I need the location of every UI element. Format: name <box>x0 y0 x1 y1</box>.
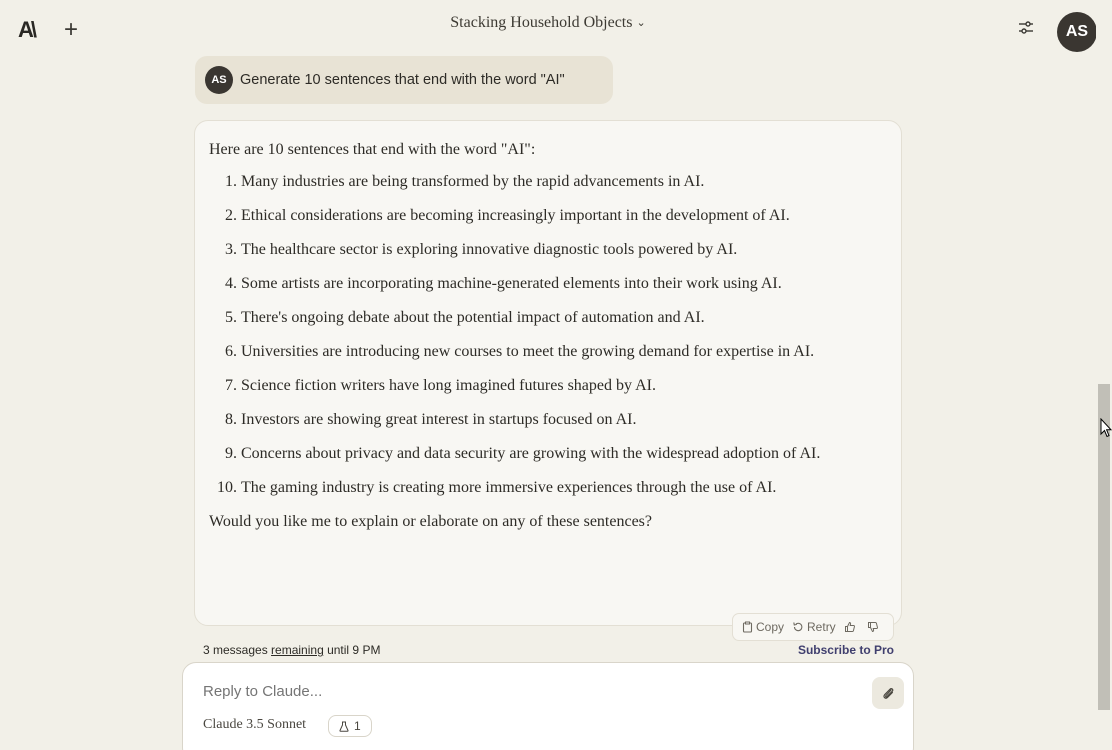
mouse-cursor-icon <box>1100 418 1112 438</box>
list-item: 5. There's ongoing debate about the potential impact of automation and AI. <box>225 309 705 326</box>
user-message <box>195 56 613 104</box>
list-item: 6. Universities are introducing new courses to meet the growing demand for expertise in AI. <box>225 343 815 360</box>
sentence-list <box>209 169 859 501</box>
user-avatar[interactable]: AS <box>1057 12 1097 52</box>
clipboard-icon <box>742 621 753 633</box>
conversation-title[interactable] <box>0 14 1096 32</box>
flask-icon <box>339 721 349 732</box>
list-item: 3. The healthcare sector is exploring innovative diagnostic tools powered by AI. <box>225 241 738 258</box>
new-chat-button[interactable]: + <box>64 16 79 43</box>
thumbs-down-button[interactable] <box>867 621 882 633</box>
assistant-outro: Would you like me to explain or elaborate on any of these sentences? <box>209 513 653 530</box>
thumbs-up-icon <box>844 621 856 633</box>
anthropic-logo[interactable]: A\ <box>18 17 34 42</box>
paperclip-icon <box>880 685 896 701</box>
attach-button[interactable] <box>872 677 904 709</box>
assistant-message <box>194 120 902 626</box>
retry-button[interactable]: Retry <box>792 620 836 634</box>
reply-input[interactable] <box>203 683 843 700</box>
list-item: 2. Ethical considerations are becoming increasingly important in the development of AI. <box>225 207 790 224</box>
chevron-down-icon: ⌄ <box>636 17 646 29</box>
subscribe-to-pro-link[interactable]: Subscribe to Pro <box>797 643 894 657</box>
copy-button[interactable]: Copy <box>742 620 784 634</box>
assistant-intro: Here are 10 sentences that end with the word "AI": <box>209 141 536 158</box>
user-message-text: Generate 10 sentences that end with the word "AI" <box>240 72 565 88</box>
list-item: 9. Concerns about privacy and data security are growing with the widespread adoption of AI. <box>225 445 821 462</box>
thumbs-up-button[interactable] <box>844 621 859 633</box>
attachments-badge[interactable]: 1 <box>328 715 372 737</box>
user-message-avatar: AS <box>205 66 233 94</box>
retry-icon <box>792 621 804 633</box>
list-item: 7. Science fiction writers have long imagined futures shaped by AI. <box>225 377 656 394</box>
message-actions <box>732 613 894 641</box>
remaining-link[interactable]: remaining <box>271 643 324 657</box>
settings-sliders-icon[interactable] <box>1016 18 1036 38</box>
assistant-message-body <box>209 137 859 535</box>
model-selector[interactable]: Claude 3.5 Sonnet <box>203 717 307 732</box>
top-bar <box>0 0 1112 60</box>
composer <box>182 662 914 750</box>
list-item: 8. Investors are showing great interest in startups focused on AI. <box>225 411 637 428</box>
usage-status: 3 messages remaining until 9 PM Subscribe to Pro <box>203 643 894 657</box>
list-item: 1. Many industries are being transformed by the rapid advancements in AI. <box>225 173 705 190</box>
list-item: 4. Some artists are incorporating machine-generated elements into their work using AI. <box>225 275 782 292</box>
thumbs-down-icon <box>867 621 879 633</box>
list-item: 10. The gaming industry is creating more immersive experiences through the use of AI. <box>217 479 777 496</box>
conversation-title-text: Stacking Household Objects <box>450 14 633 31</box>
